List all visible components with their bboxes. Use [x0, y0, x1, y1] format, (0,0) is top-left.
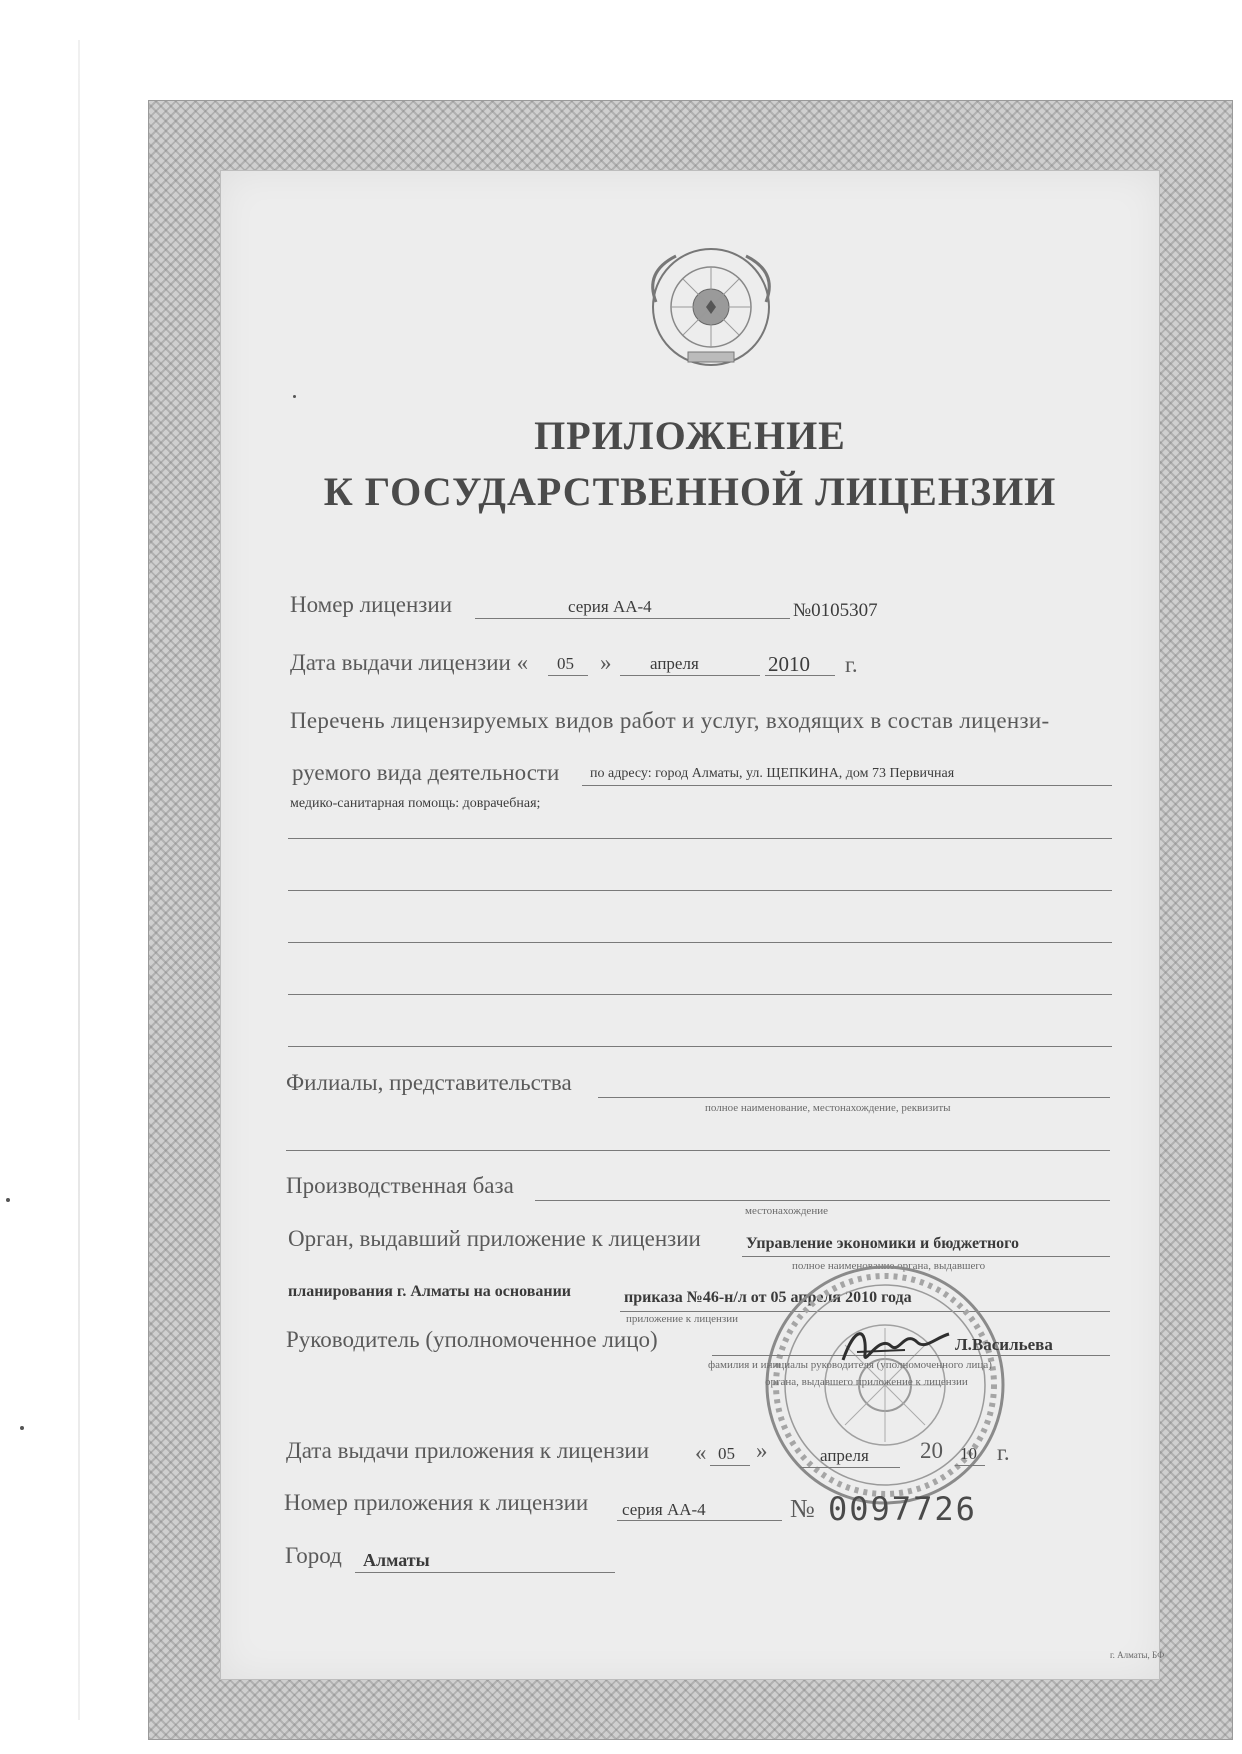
appendix-year-underline	[955, 1465, 985, 1466]
scan-speck	[6, 1198, 10, 1202]
issue-date-label: Дата выдачи лицензии «	[290, 650, 529, 675]
appendix-number-label: Номер приложения к лицензии	[284, 1490, 589, 1515]
license-number-underline	[475, 618, 790, 619]
activity-list-label-line1: Перечень лицензируемых видов работ и услуг, входящих в состав лицензи-	[290, 708, 1050, 733]
appendix-date-label: Дата выдачи приложения к лицензии	[286, 1438, 650, 1463]
appendix-number-value: 0097726	[828, 1490, 977, 1528]
issuing-body-label: Орган, выдавший приложение к лицензии	[288, 1226, 701, 1251]
issue-month-value: апреля	[650, 654, 699, 673]
issue-day-underline	[548, 675, 588, 676]
issuing-body-caption1: полное наименование органа, выдавшего	[792, 1260, 986, 1272]
appendix-day-value: 05	[718, 1444, 735, 1463]
appendix-series-value: серия АА-4	[622, 1500, 706, 1519]
appendix-date-suffix: г.	[997, 1440, 1010, 1465]
issue-date-close-quote: »	[600, 650, 612, 675]
head-caption1: фамилия и инициалы руководителя (уполномоченного лица)	[708, 1359, 992, 1371]
page-edge-shadow	[78, 40, 80, 1720]
appendix-date-open-quote: «	[695, 1440, 707, 1465]
activity-line-3	[288, 890, 1112, 891]
activity-line-5	[288, 994, 1112, 995]
issue-day-value: 05	[557, 654, 574, 673]
city-underline	[355, 1572, 615, 1573]
activity-line-6	[288, 1046, 1112, 1047]
issue-month-underline	[620, 675, 760, 676]
document-title-line2: К ГОСУДАРСТВЕННОЙ ЛИЦЕНЗИИ	[323, 469, 1057, 514]
activity-value-line2: медико-санитарная помощь: доврачебная;	[290, 796, 541, 811]
printer-mark: г. Алматы, БФ	[1110, 1650, 1165, 1660]
branches-caption: полное наименование, местонахождение, реквизиты	[705, 1102, 951, 1114]
head-value: Л.Васильева	[955, 1335, 1053, 1354]
issuing-body-underline-1	[742, 1256, 1110, 1257]
document-title-line1: ПРИЛОЖЕНИЕ	[534, 413, 846, 458]
appendix-year-prefix: 20	[920, 1438, 943, 1463]
issuing-body-value-line2-right: приказа №46-н/л от 05 апреля 2010 года	[624, 1289, 912, 1306]
appendix-series-underline	[617, 1520, 782, 1521]
city-label: Город	[285, 1543, 342, 1568]
appendix-year-suffix-value: 10	[960, 1444, 977, 1463]
appendix-date-close-quote: »	[756, 1438, 768, 1463]
branches-label: Филиалы, представительства	[286, 1070, 572, 1095]
activity-value-line1: по адресу: город Алматы, ул. ЩЕПКИНА, дом 73 Первичная	[590, 766, 955, 781]
issuing-body-value-line1: Управление экономики и бюджетного	[746, 1235, 1020, 1252]
appendix-month-underline	[800, 1467, 900, 1468]
issuing-body-caption2: приложение к лицензии	[626, 1313, 738, 1325]
activity-line-2	[288, 838, 1112, 839]
production-base-underline	[535, 1200, 1110, 1201]
license-number-value: №0105307	[793, 600, 878, 621]
state-emblem-icon	[636, 242, 786, 372]
branches-underline	[598, 1097, 1110, 1098]
activity-list-label-line2: руемого вида деятельности	[292, 760, 560, 785]
city-value: Алматы	[363, 1550, 430, 1570]
activity-line-1	[582, 785, 1112, 786]
production-base-label: Производственная база	[286, 1173, 514, 1198]
appendix-no-sign: №	[790, 1494, 815, 1523]
issuing-body-value-line2-left: планирования г. Алматы на основании	[288, 1283, 572, 1300]
branches-line-2	[286, 1150, 1110, 1151]
license-number-label: Номер лицензии	[290, 592, 452, 617]
activity-line-4	[288, 942, 1112, 943]
head-label: Руководитель (уполномоченное лицо)	[286, 1327, 658, 1352]
production-base-caption: местонахождение	[745, 1205, 828, 1217]
issue-year-suffix: г.	[845, 652, 858, 677]
issue-year-value: 2010	[768, 652, 810, 676]
license-series-value: серия АА-4	[568, 597, 652, 616]
head-caption2: органа, выдавшего приложение к лицензии	[765, 1376, 968, 1388]
appendix-day-underline	[710, 1465, 750, 1466]
scan-speck	[20, 1426, 24, 1430]
appendix-month-value: апреля	[820, 1446, 869, 1465]
scan-speck	[293, 395, 296, 398]
